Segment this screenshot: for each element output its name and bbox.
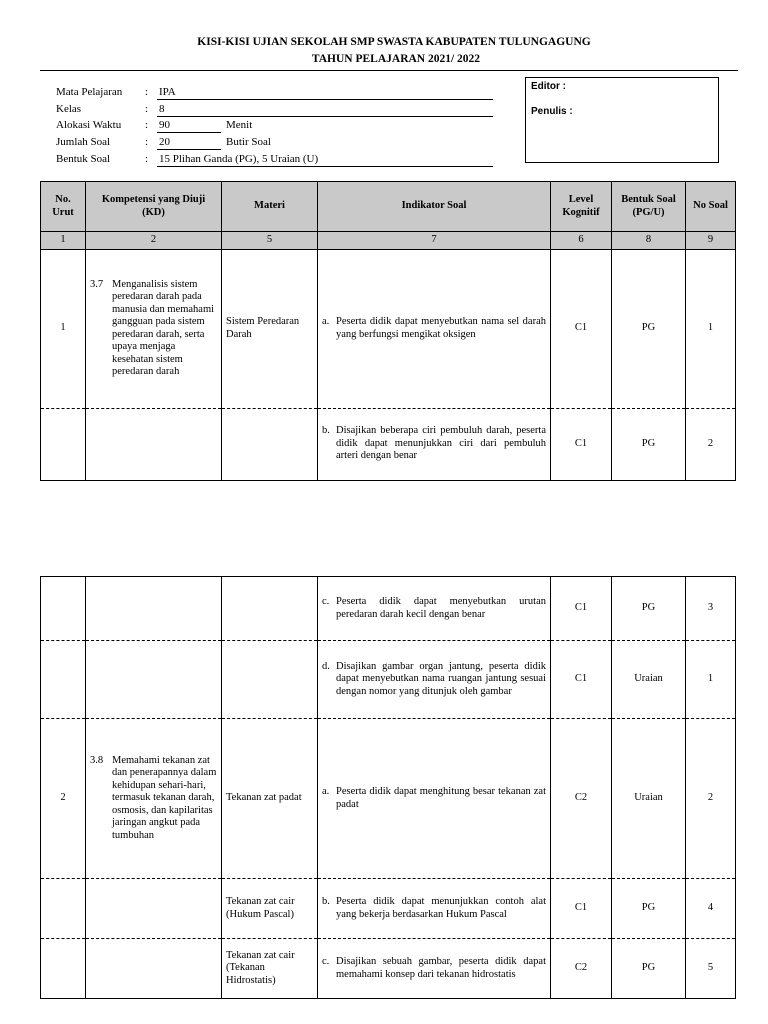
row-level: C1 — [551, 408, 612, 480]
jumlah-label: Jumlah Soal — [56, 136, 111, 148]
bentuk-underline — [157, 166, 493, 167]
row-no-soal: 1 — [686, 249, 736, 408]
row-no — [41, 641, 86, 719]
row-indikator — [318, 249, 551, 408]
row-materi: Tekanan zat cair (Tekanan Hidrostatis) — [222, 939, 318, 999]
editor-label: Editor : — [531, 81, 566, 92]
row-bentuk: Uraian — [612, 641, 686, 719]
row-materi: Tekanan zat cair (Hukum Pascal) — [222, 879, 318, 939]
row-kd — [86, 408, 222, 480]
academic-year-title: TAHUN PELAJARAN 2021/ 2022 — [311, 53, 481, 65]
row-no — [41, 939, 86, 999]
kisi-table-part2 — [40, 576, 736, 999]
row-kd — [86, 641, 222, 719]
editor-box — [525, 77, 719, 163]
colon: : — [145, 136, 149, 148]
row-no-soal: 2 — [686, 408, 736, 480]
kelas-label: Kelas — [56, 103, 82, 115]
row-kd — [86, 249, 222, 408]
title-divider — [40, 70, 738, 71]
ind-letter: a. — [322, 316, 330, 327]
table-row — [41, 408, 736, 480]
colon: : — [145, 119, 149, 131]
row-materi: Sistem Peredaran Darah — [222, 249, 318, 408]
ind-text: Peserta didik dapat menghitung besar tekanan zat padat — [336, 786, 546, 810]
kd-number: 3.7 — [90, 278, 104, 290]
document-title: KISI-KISI UJIAN SEKOLAH SMP SWASTA KABUPATEN TULUNGAGUNG — [197, 36, 591, 48]
ind-text: Disajikan beberapa ciri pembuluh darah, peserta didik dapat menunjukkan ciri dari pembuluh arteri dengan benar — [336, 425, 546, 462]
penulis-label: Penulis : — [531, 106, 573, 117]
col-number: 2 — [86, 232, 222, 250]
ind-text: Disajikan sebuah gambar, peserta didik dapat memahami konsep dari tekanan hidrostatis — [336, 956, 546, 980]
row-indikator — [318, 719, 551, 879]
row-indikator — [318, 408, 551, 480]
row-kd — [86, 577, 222, 641]
kelas-value: 8 — [159, 103, 165, 115]
colon: : — [145, 86, 149, 98]
row-no — [41, 879, 86, 939]
row-no-soal: 1 — [686, 641, 736, 719]
colon: : — [145, 103, 149, 115]
col-number: 6 — [551, 232, 612, 250]
waktu-value: 90 — [159, 119, 170, 131]
mapel-label: Mata Pelajaran — [56, 86, 123, 98]
table-row — [41, 879, 736, 939]
col-number: 9 — [686, 232, 736, 250]
jumlah-value: 20 — [159, 136, 170, 148]
row-no-soal: 2 — [686, 719, 736, 879]
row-materi — [222, 577, 318, 641]
kd-text: Memahami tekanan zat dan penerapannya dalam kehidupan sehari-hari, termasuk tekanan darah, osmosis, dan kapilaritas jaringan angkut pada tumbuhan — [112, 754, 217, 841]
ind-text: Peserta didik dapat menyebutkan urutan peredaran darah kecil dengan benar — [336, 596, 546, 620]
table-row — [41, 939, 736, 999]
header-level: Level Kognitif — [551, 182, 612, 232]
ind-letter: a. — [322, 786, 330, 797]
row-level: C1 — [551, 641, 612, 719]
ind-text: Peserta didik dapat menyebutkan nama sel darah yang berfungsi mengikat oksigen — [336, 316, 546, 340]
row-materi — [222, 641, 318, 719]
header-no-soal: No Soal — [686, 182, 736, 232]
waktu-label: Alokasi Waktu — [56, 119, 122, 131]
waktu-underline — [157, 132, 221, 133]
col-number: 7 — [318, 232, 551, 250]
row-level: C1 — [551, 249, 612, 408]
col-number: 8 — [612, 232, 686, 250]
row-materi: Tekanan zat padat — [222, 719, 318, 879]
row-no: 2 — [41, 719, 86, 879]
row-no — [41, 408, 86, 480]
row-level: C2 — [551, 939, 612, 999]
kd-number: 3.8 — [90, 754, 104, 766]
header-indikator: Indikator Soal — [318, 182, 551, 232]
row-no-soal: 5 — [686, 939, 736, 999]
header-no-urut: No. Urut — [41, 182, 86, 232]
table-row — [41, 641, 736, 719]
row-bentuk: PG — [612, 879, 686, 939]
kelas-underline — [157, 116, 493, 117]
col-number: 1 — [41, 232, 86, 250]
row-bentuk: PG — [612, 577, 686, 641]
row-bentuk: PG — [612, 249, 686, 408]
header-materi: Materi — [222, 182, 318, 232]
col-number: 5 — [222, 232, 318, 250]
row-no-soal: 4 — [686, 879, 736, 939]
row-level: C2 — [551, 719, 612, 879]
ind-letter: c. — [322, 956, 330, 967]
bentuk-label: Bentuk Soal — [56, 153, 111, 165]
row-materi — [222, 408, 318, 480]
table-row — [41, 249, 736, 408]
ind-text: Peserta didik dapat menunjukkan contoh alat yang bekerja berdasarkan Hukum Pascal — [336, 896, 546, 920]
row-kd — [86, 939, 222, 999]
jumlah-underline — [157, 149, 221, 150]
kisi-table-part1 — [40, 181, 736, 481]
table-row — [41, 577, 736, 641]
row-level: C1 — [551, 577, 612, 641]
row-indikator — [318, 879, 551, 939]
jumlah-unit: Butir Soal — [226, 136, 271, 148]
row-no-soal: 3 — [686, 577, 736, 641]
row-indikator — [318, 939, 551, 999]
row-bentuk: PG — [612, 939, 686, 999]
ind-letter: b. — [322, 425, 330, 437]
row-no — [41, 577, 86, 641]
waktu-unit: Menit — [226, 119, 253, 131]
kd-text: Menganalisis sistem peredaran darah pada manusia dan memahami gangguan pada sistem peredaran darah, serta upaya menjaga kesehatan sistem peredaran darah — [112, 278, 215, 377]
row-bentuk: PG — [612, 408, 686, 480]
row-kd — [86, 879, 222, 939]
table-row — [41, 719, 736, 879]
ind-letter: c. — [322, 596, 330, 607]
row-kd — [86, 719, 222, 879]
bentuk-value: 15 Plihan Ganda (PG), 5 Uraian (U) — [159, 153, 319, 165]
mapel-value: IPA — [159, 86, 176, 98]
row-indikator — [318, 577, 551, 641]
ind-letter: b. — [322, 896, 330, 907]
ind-text: Disajikan gambar organ jantung, peserta didik dapat menyebutkan nama ruangan jantung sesuai dengan nomor yang ditunjuk oleh gambar — [336, 660, 546, 697]
ind-letter: d. — [322, 660, 330, 672]
header-kd: Kompetensi yang Diuji (KD) — [86, 182, 222, 232]
colon: : — [145, 153, 149, 165]
header-bentuk: Bentuk Soal (PG/U) — [612, 182, 686, 232]
row-indikator — [318, 641, 551, 719]
row-bentuk: Uraian — [612, 719, 686, 879]
row-no: 1 — [41, 249, 86, 408]
mapel-underline — [157, 99, 493, 100]
row-level: C1 — [551, 879, 612, 939]
